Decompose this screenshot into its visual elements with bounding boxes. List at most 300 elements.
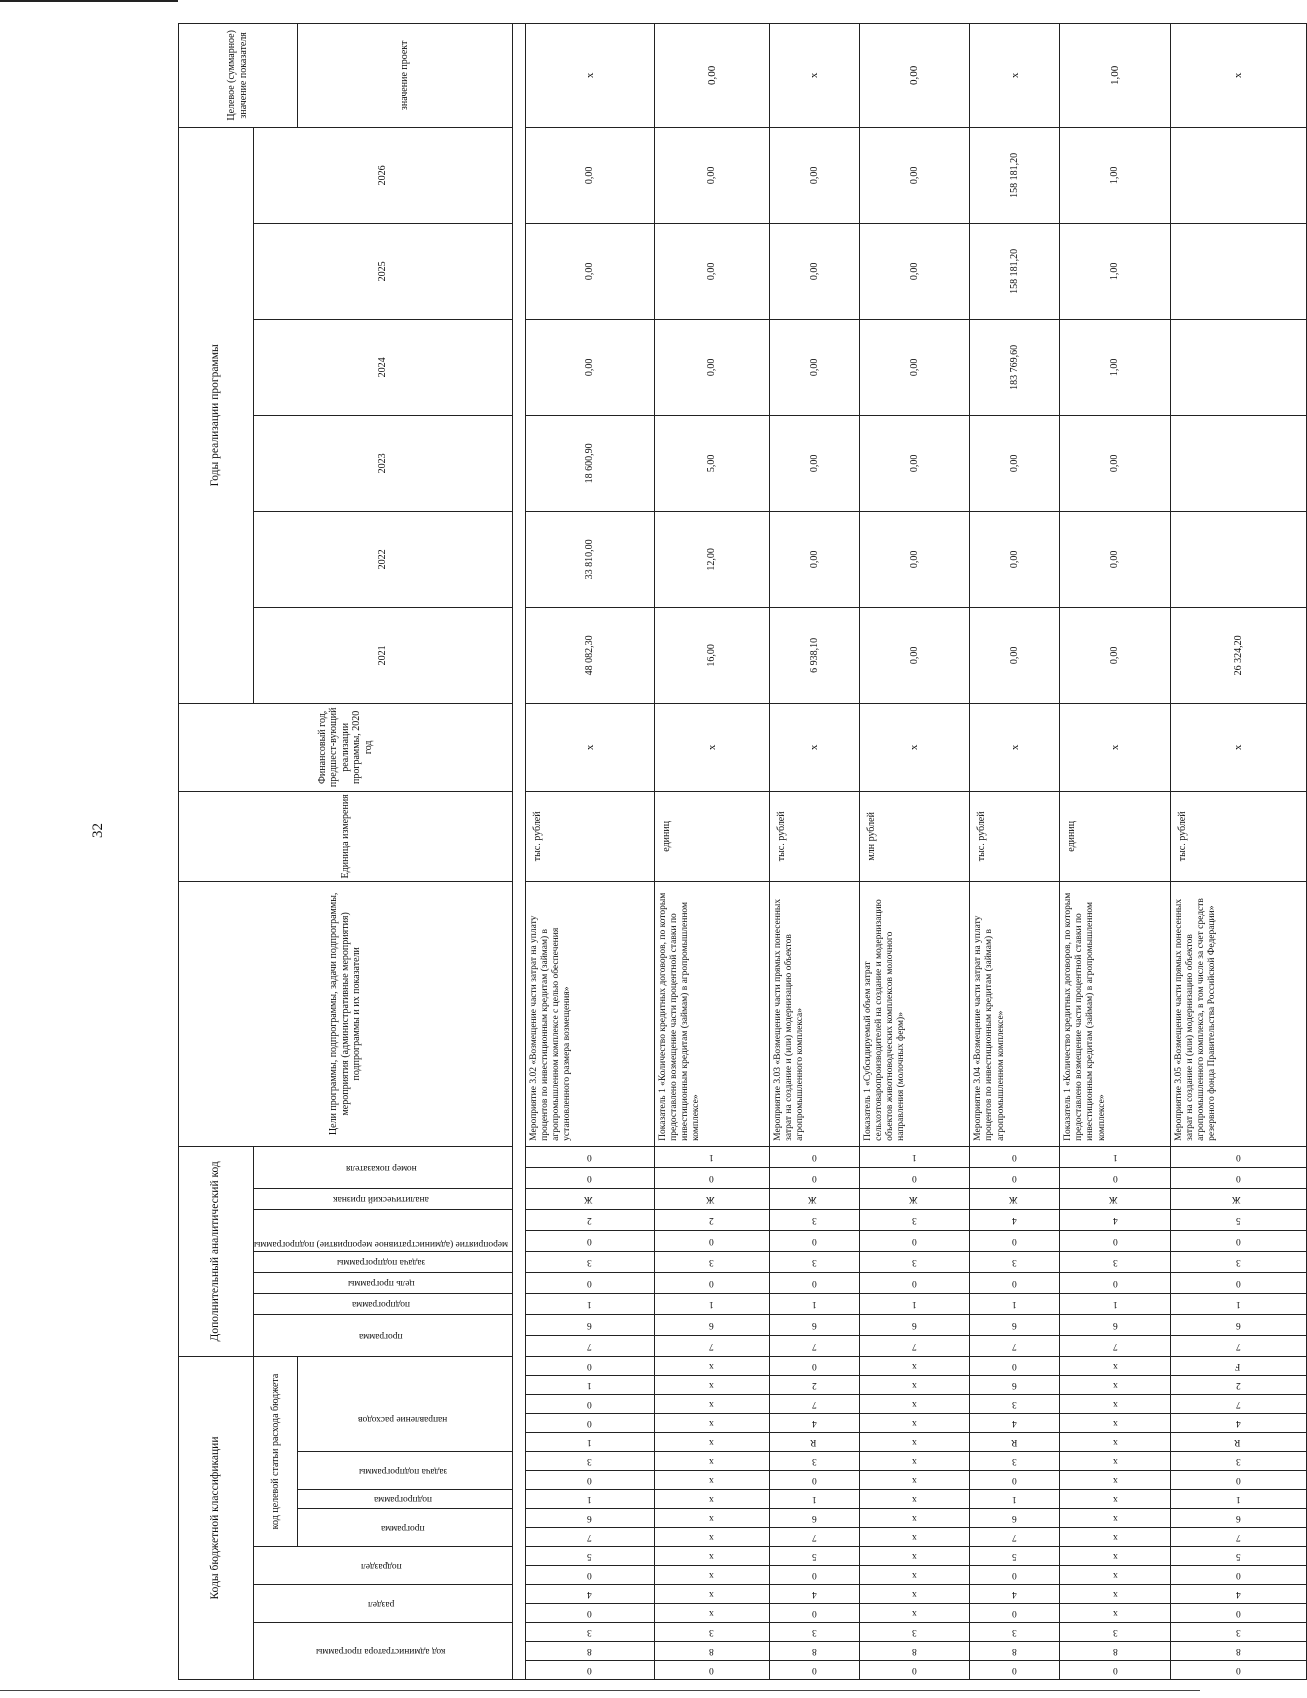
code-digit-cell: х (1060, 1547, 1171, 1566)
header-year-2023: 2023 (254, 415, 513, 511)
row-target: х (1170, 23, 1306, 127)
row-value-2025: 158 181,20 (970, 223, 1060, 319)
row-value-2021: 48 082,30 (525, 607, 654, 703)
row-description: Мероприятие 3.02 «Возмещение части затрат на уплату процентов по инвестиционным кредитам (займам) в агропромышленном комплексе с целью обеспечения установленного размера возмещения» (525, 881, 654, 1146)
code-digit-cell: 0 (970, 1167, 1060, 1188)
code-digit-cell: 0 (970, 1272, 1060, 1293)
row-value-2024: 183 769,60 (970, 319, 1060, 415)
code-digit-cell: х (859, 1604, 970, 1623)
code-digit-cell: 0 (769, 1272, 859, 1293)
row-unit: тыс. рублей (970, 791, 1060, 881)
code-digit-cell: х (1060, 1414, 1171, 1433)
code-digit-cell: R (1170, 1433, 1306, 1452)
code-digit-cell: 3 (1060, 1251, 1171, 1272)
row-unit: тыс. рублей (525, 791, 654, 881)
code-digit-cell: 0 (525, 1414, 654, 1433)
code-digit-cell: х (654, 1376, 769, 1395)
row-value-2022: 33 810,00 (525, 511, 654, 607)
row-description: Показатель 1 «Субсидируемый объем затрат сельхозтоваропроизводителей на создание и модернизацию объектов животноводческих комплексов молочного направления (молочных ферм)» (859, 881, 970, 1146)
row-value-2023: 0,00 (859, 415, 970, 511)
code-digit-cell: 0 (525, 1566, 654, 1585)
row-value-2025: 0,00 (525, 223, 654, 319)
row-value-2025: 0,00 (859, 223, 970, 319)
code-digit-cell: 5 (1170, 1209, 1306, 1230)
code-digit-cell: 0 (525, 1146, 654, 1167)
code-digit-cell: 6 (970, 1314, 1060, 1335)
row-value-2026: 0,00 (525, 127, 654, 223)
code-digit-cell: 0 (1170, 1146, 1306, 1167)
code-digit-cell: 0 (525, 1604, 654, 1623)
code-digit-cell: 3 (1170, 1452, 1306, 1471)
code-digit-cell: Ж (970, 1188, 1060, 1209)
code-digit-cell: 1 (1170, 1293, 1306, 1314)
code-digit-cell: 0 (1170, 1471, 1306, 1490)
code-digit-cell: 3 (970, 1452, 1060, 1471)
code-digit-cell: 0 (1170, 1604, 1306, 1623)
row-description: Мероприятие 3.04 «Возмещение части затрат на уплату процентов по инвестиционным кредитам (займам) в агропромышленном комплексе» (970, 881, 1060, 1146)
row-value-2021: 0,00 (859, 607, 970, 703)
header-target-sub: значение проект (297, 23, 512, 127)
code-digit-cell: х (1060, 1604, 1171, 1623)
code-digit-cell: 6 (1170, 1509, 1306, 1528)
code-digit-cell: 3 (970, 1251, 1060, 1272)
row-value-2022: 0,00 (970, 511, 1060, 607)
code-digit-cell: 5 (1170, 1547, 1306, 1566)
code-digit-cell: 0 (769, 1566, 859, 1585)
header-subprogram: подпрограмма (297, 1490, 512, 1509)
row-description: Показатель 1 «Количество кредитных договоров, по которым предоставлено возмещение части процентной ставки по инвестиционным кредитам (займам) в агропромышленном комплексе» (1060, 881, 1171, 1146)
row-value-2024: 0,00 (769, 319, 859, 415)
code-digit-cell: 0 (1170, 1167, 1306, 1188)
code-digit-cell: 0 (525, 1230, 654, 1251)
code-digit-cell: 0 (970, 1471, 1060, 1490)
code-digit-cell: х (654, 1395, 769, 1414)
code-digit-cell: 8 (769, 1642, 859, 1661)
code-digit-cell: 3 (859, 1251, 970, 1272)
code-digit-cell: 1 (525, 1433, 654, 1452)
code-digit-cell: 6 (1060, 1314, 1171, 1335)
code-digit-cell: 6 (769, 1509, 859, 1528)
row-value-2026: 0,00 (769, 127, 859, 223)
row-target: х (970, 23, 1060, 127)
code-digit-cell: х (654, 1452, 769, 1471)
header-a-measure: мероприятие (административное мероприятие) подпрограммы (254, 1209, 513, 1251)
row-value-2022: 0,00 (859, 511, 970, 607)
row-value-2023: 18 600,90 (525, 415, 654, 511)
code-digit-cell: х (859, 1585, 970, 1604)
code-digit-cell: х (859, 1509, 970, 1528)
code-digit-cell: 3 (1060, 1623, 1171, 1642)
code-digit-cell: 1 (525, 1490, 654, 1509)
code-digit-cell: 3 (970, 1395, 1060, 1414)
code-digit-cell: 3 (654, 1251, 769, 1272)
code-digit-cell: Ж (859, 1188, 970, 1209)
code-digit-cell: 1 (859, 1293, 970, 1314)
code-digit-cell: 3 (525, 1452, 654, 1471)
code-digit-cell: х (859, 1490, 970, 1509)
header-year-2022: 2022 (254, 511, 513, 607)
code-digit-cell: 2 (525, 1209, 654, 1230)
code-digit-cell: х (1060, 1490, 1171, 1509)
code-digit-cell: х (1060, 1566, 1171, 1585)
row-fin-2020: х (769, 703, 859, 791)
code-digit-cell: 1 (1060, 1146, 1171, 1167)
row-value-2025: 0,00 (654, 223, 769, 319)
code-digit-cell: 7 (1170, 1528, 1306, 1547)
code-digit-cell: 7 (525, 1528, 654, 1547)
table-row (1060, 23, 1171, 1679)
code-digit-cell: х (1060, 1585, 1171, 1604)
code-digit-cell: 0 (1170, 1230, 1306, 1251)
row-fin-2020: х (1060, 703, 1171, 791)
code-digit-cell: 3 (859, 1623, 970, 1642)
row-value-2023: 0,00 (1060, 415, 1171, 511)
row-value-2024: 0,00 (654, 319, 769, 415)
code-digit-cell: 8 (970, 1642, 1060, 1661)
header-year-2026: 2026 (254, 127, 513, 223)
code-digit-cell: 0 (859, 1661, 970, 1680)
row-value-2023: 5,00 (654, 415, 769, 511)
header-expense-direction: направление расходов (297, 1356, 512, 1451)
table-body (525, 23, 1306, 1679)
header-year-2024: 2024 (254, 319, 513, 415)
code-digit-cell: х (859, 1376, 970, 1395)
code-digit-cell: 0 (525, 1395, 654, 1414)
code-digit-cell: 1 (1170, 1490, 1306, 1509)
code-digit-cell: х (654, 1414, 769, 1433)
code-digit-cell: F (1170, 1356, 1306, 1375)
code-digit-cell: 0 (654, 1272, 769, 1293)
row-value-2026: 158 181,20 (970, 127, 1060, 223)
code-digit-cell: х (654, 1604, 769, 1623)
code-digit-cell: 3 (769, 1623, 859, 1642)
code-digit-cell: 3 (970, 1623, 1060, 1642)
row-value-2021: 16,00 (654, 607, 769, 703)
row-value-2026: 0,00 (859, 127, 970, 223)
code-digit-cell: 3 (1170, 1251, 1306, 1272)
code-digit-cell: 0 (525, 1272, 654, 1293)
header-task-subprogram: задача подпрограммы (297, 1452, 512, 1490)
code-digit-cell: 1 (859, 1146, 970, 1167)
code-digit-cell: 6 (970, 1376, 1060, 1395)
code-digit-cell: 0 (970, 1230, 1060, 1251)
code-digit-cell: 0 (859, 1272, 970, 1293)
row-target: х (525, 23, 654, 127)
code-digit-cell: 4 (970, 1585, 1060, 1604)
code-digit-cell: 0 (769, 1471, 859, 1490)
code-digit-cell: 8 (859, 1642, 970, 1661)
row-value-2021: 26 324,20 (1170, 607, 1306, 703)
code-digit-cell: 1 (970, 1293, 1060, 1314)
code-digit-cell: 0 (769, 1661, 859, 1680)
code-digit-cell: 1 (525, 1293, 654, 1314)
code-digit-cell: х (1060, 1376, 1171, 1395)
code-digit-cell: х (654, 1356, 769, 1375)
row-fin-2020: х (525, 703, 654, 791)
code-digit-cell: 0 (654, 1230, 769, 1251)
code-digit-cell: 0 (769, 1167, 859, 1188)
rotated-table-sheet (178, 30, 1245, 1680)
code-digit-cell: х (1060, 1528, 1171, 1547)
row-fin-2020: х (654, 703, 769, 791)
code-digit-cell: Ж (525, 1188, 654, 1209)
row-value-2022 (1170, 511, 1306, 607)
code-digit-cell: 3 (769, 1452, 859, 1471)
code-digit-cell: х (1060, 1395, 1171, 1414)
code-digit-cell: Ж (1170, 1188, 1306, 1209)
header-a-feature: аналитический признак (254, 1188, 513, 1209)
code-digit-cell: 1 (970, 1490, 1060, 1509)
header-unit: Единица измерения (179, 791, 513, 881)
code-digit-cell: х (654, 1566, 769, 1585)
row-target: 1,00 (1060, 23, 1171, 127)
header-years-group: Годы реализации программы (179, 127, 254, 703)
row-value-2026: 1,00 (1060, 127, 1171, 223)
code-digit-cell: 4 (769, 1585, 859, 1604)
code-digit-cell: 0 (654, 1167, 769, 1188)
page-number: 32 (90, 823, 106, 838)
code-digit-cell: х (654, 1528, 769, 1547)
code-digit-cell: 5 (970, 1547, 1060, 1566)
code-digit-cell: 0 (769, 1146, 859, 1167)
code-digit-cell: R (769, 1433, 859, 1452)
code-digit-cell: 7 (769, 1395, 859, 1414)
table-row (1170, 23, 1306, 1679)
code-digit-cell: 0 (970, 1356, 1060, 1375)
code-digit-cell: 0 (970, 1604, 1060, 1623)
code-digit-cell: 8 (1170, 1642, 1306, 1661)
header-goals: Цели программы, подпрограммы, задачи подпрограммы, мероприятия (административные мероприятия) подпрограммы и их показатели (179, 881, 513, 1146)
header-a-task: задача подпрограммы (254, 1251, 513, 1272)
code-digit-cell: х (859, 1395, 970, 1414)
header-admin-code: код администратора программы (254, 1623, 513, 1680)
bottom-rule (0, 1690, 1200, 1691)
row-unit: тыс. рублей (1170, 791, 1306, 881)
code-digit-cell: Ж (654, 1188, 769, 1209)
code-digit-cell: 7 (1060, 1335, 1171, 1356)
row-value-2022: 0,00 (1060, 511, 1171, 607)
code-digit-cell: 3 (859, 1209, 970, 1230)
code-digit-cell: 3 (769, 1209, 859, 1230)
header-a-indicator-no: номер показателя (254, 1146, 513, 1188)
code-digit-cell: 0 (769, 1604, 859, 1623)
code-digit-cell: 0 (1060, 1272, 1171, 1293)
row-value-2021: 0,00 (1060, 607, 1171, 703)
program-table (178, 23, 1307, 1680)
code-digit-cell: 3 (525, 1623, 654, 1642)
row-description: Показатель 1 «Количество кредитных договоров, по которым предоставлено возмещение части процентной ставки по инвестиционным кредитам (займам) в агропромышленном комплексе» (654, 881, 769, 1146)
code-digit-cell: х (859, 1414, 970, 1433)
code-digit-cell: 0 (654, 1661, 769, 1680)
code-digit-cell: 3 (769, 1251, 859, 1272)
code-digit-cell: 0 (1060, 1167, 1171, 1188)
code-digit-cell: 7 (1170, 1335, 1306, 1356)
table-header (179, 23, 526, 1679)
code-digit-cell: 7 (769, 1335, 859, 1356)
code-digit-cell: х (654, 1471, 769, 1490)
code-digit-cell: 7 (859, 1335, 970, 1356)
code-digit-cell: 0 (525, 1471, 654, 1490)
code-digit-cell: 0 (1170, 1272, 1306, 1293)
code-digit-cell: х (1060, 1452, 1171, 1471)
header-a-subprogram: подпрограмма (254, 1293, 513, 1314)
row-value-2025: 0,00 (769, 223, 859, 319)
code-digit-cell: 3 (1170, 1623, 1306, 1642)
code-digit-cell: 7 (970, 1528, 1060, 1547)
header-program: программа (297, 1509, 512, 1547)
code-digit-cell: 4 (769, 1414, 859, 1433)
row-value-2024: 0,00 (525, 319, 654, 415)
row-unit: тыс. рублей (769, 791, 859, 881)
code-digit-cell: 4 (1170, 1585, 1306, 1604)
code-digit-cell: Ж (769, 1188, 859, 1209)
code-digit-cell: х (859, 1452, 970, 1471)
row-value-2021: 0,00 (970, 607, 1060, 703)
header-target-article: код целевой статьи расхода бюджета (254, 1356, 298, 1546)
table-row (769, 23, 859, 1679)
row-value-2021: 6 938,10 (769, 607, 859, 703)
code-digit-cell: 1 (654, 1293, 769, 1314)
code-digit-cell: х (654, 1490, 769, 1509)
code-digit-cell: х (859, 1356, 970, 1375)
code-digit-cell: х (654, 1547, 769, 1566)
header-subsection: подраздел (254, 1547, 513, 1585)
row-unit: единиц (1060, 791, 1171, 881)
code-digit-cell: х (654, 1585, 769, 1604)
code-digit-cell: 3 (525, 1251, 654, 1272)
code-digit-cell: 7 (525, 1335, 654, 1356)
code-digit-cell: 6 (525, 1509, 654, 1528)
header-a-goal: цель программы (254, 1272, 513, 1293)
code-digit-cell: 7 (769, 1528, 859, 1547)
row-value-2022: 12,00 (654, 511, 769, 607)
code-digit-cell: 6 (859, 1314, 970, 1335)
row-fin-2020: х (970, 703, 1060, 791)
row-fin-2020: х (859, 703, 970, 791)
code-digit-cell: 0 (859, 1167, 970, 1188)
code-digit-cell: х (859, 1528, 970, 1547)
code-digit-cell: 7 (654, 1335, 769, 1356)
code-digit-cell: 8 (654, 1642, 769, 1661)
code-digit-cell: 3 (654, 1623, 769, 1642)
code-digit-cell: 5 (769, 1547, 859, 1566)
code-digit-cell: х (654, 1433, 769, 1452)
header-year-2021: 2021 (254, 607, 513, 703)
row-value-2023: 0,00 (769, 415, 859, 511)
row-value-2026 (1170, 127, 1306, 223)
row-unit: единиц (654, 791, 769, 881)
header-analytic-code: Дополнительный аналитический код (179, 1146, 254, 1356)
code-digit-cell: 0 (1060, 1661, 1171, 1680)
code-digit-cell: х (1060, 1356, 1171, 1375)
code-digit-cell: 7 (970, 1335, 1060, 1356)
code-digit-cell: 1 (654, 1146, 769, 1167)
code-digit-cell: 8 (1060, 1642, 1171, 1661)
code-digit-cell: 4 (1060, 1209, 1171, 1230)
code-digit-cell: 0 (1060, 1230, 1171, 1251)
row-target: 0,00 (654, 23, 769, 127)
code-digit-cell: 0 (769, 1356, 859, 1375)
header-gap-row (512, 23, 525, 1679)
code-digit-cell: 0 (970, 1566, 1060, 1585)
code-digit-cell: 8 (525, 1642, 654, 1661)
header-year-2025: 2025 (254, 223, 513, 319)
top-rule (0, 0, 178, 2)
row-target: х (769, 23, 859, 127)
code-digit-cell: 4 (1170, 1414, 1306, 1433)
code-digit-cell: 0 (525, 1356, 654, 1375)
row-fin-2020: х (1170, 703, 1306, 791)
code-digit-cell: 0 (1170, 1661, 1306, 1680)
row-value-2025: 1,00 (1060, 223, 1171, 319)
code-digit-cell: Ж (1060, 1188, 1171, 1209)
code-digit-cell: 6 (769, 1314, 859, 1335)
code-digit-cell: 2 (769, 1376, 859, 1395)
table-row (525, 23, 654, 1679)
code-digit-cell: 0 (525, 1167, 654, 1188)
code-digit-cell: 2 (654, 1209, 769, 1230)
table-row (970, 23, 1060, 1679)
row-unit: млн рублей (859, 791, 970, 881)
code-digit-cell: 6 (654, 1314, 769, 1335)
code-digit-cell: х (1060, 1509, 1171, 1528)
code-digit-cell: х (1060, 1433, 1171, 1452)
code-digit-cell: 0 (769, 1230, 859, 1251)
code-digit-cell: 6 (1170, 1314, 1306, 1335)
code-digit-cell: 4 (525, 1585, 654, 1604)
code-digit-cell: 7 (1170, 1395, 1306, 1414)
code-digit-cell: R (970, 1433, 1060, 1452)
code-digit-cell: 6 (970, 1509, 1060, 1528)
header-budget-codes: Коды бюджетной классификации (179, 1356, 254, 1679)
code-digit-cell: 0 (859, 1230, 970, 1251)
row-value-2024: 1,00 (1060, 319, 1171, 415)
header-gap (512, 23, 525, 1679)
code-digit-cell: х (654, 1509, 769, 1528)
code-digit-cell: 1 (769, 1490, 859, 1509)
row-value-2024 (1170, 319, 1306, 415)
row-value-2023 (1170, 415, 1306, 511)
code-digit-cell: 6 (525, 1314, 654, 1335)
header-section: раздел (254, 1585, 513, 1623)
row-value-2022: 0,00 (769, 511, 859, 607)
code-digit-cell: 4 (970, 1209, 1060, 1230)
code-digit-cell: 2 (1170, 1376, 1306, 1395)
row-value-2025 (1170, 223, 1306, 319)
row-target: 0,00 (859, 23, 970, 127)
header-fin-year: Финансовый год, предшест-вующий реализации программы, 2020 год (179, 703, 513, 791)
row-value-2024: 0,00 (859, 319, 970, 415)
table-row (859, 23, 970, 1679)
code-digit-cell: 5 (525, 1547, 654, 1566)
code-digit-cell: х (859, 1566, 970, 1585)
code-digit-cell: 0 (970, 1146, 1060, 1167)
code-digit-cell: х (859, 1547, 970, 1566)
row-value-2026: 0,00 (654, 127, 769, 223)
code-digit-cell: 0 (970, 1661, 1060, 1680)
row-description: Мероприятие 3.05 «Возмещение части прямых понесенных затрат на создание и (или) модернизацию объектов агропромышленного комплекса, в том числе за счет средств резервного фонда Правительства Российской Федерации» (1170, 881, 1306, 1146)
code-digit-cell: 4 (970, 1414, 1060, 1433)
code-digit-cell: х (1060, 1471, 1171, 1490)
table-row (654, 23, 769, 1679)
code-digit-cell: 1 (525, 1376, 654, 1395)
header-target: Целевое (суммарное) значение показателя (179, 23, 298, 127)
code-digit-cell: 0 (1170, 1566, 1306, 1585)
header-a-program: программа (254, 1314, 513, 1356)
code-digit-cell: 1 (1060, 1293, 1171, 1314)
row-value-2023: 0,00 (970, 415, 1060, 511)
row-description: Мероприятие 3.03 «Возмещение части прямых понесенных затрат на создание и (или) модернизацию объектов агропромышленного комплекса» (769, 881, 859, 1146)
